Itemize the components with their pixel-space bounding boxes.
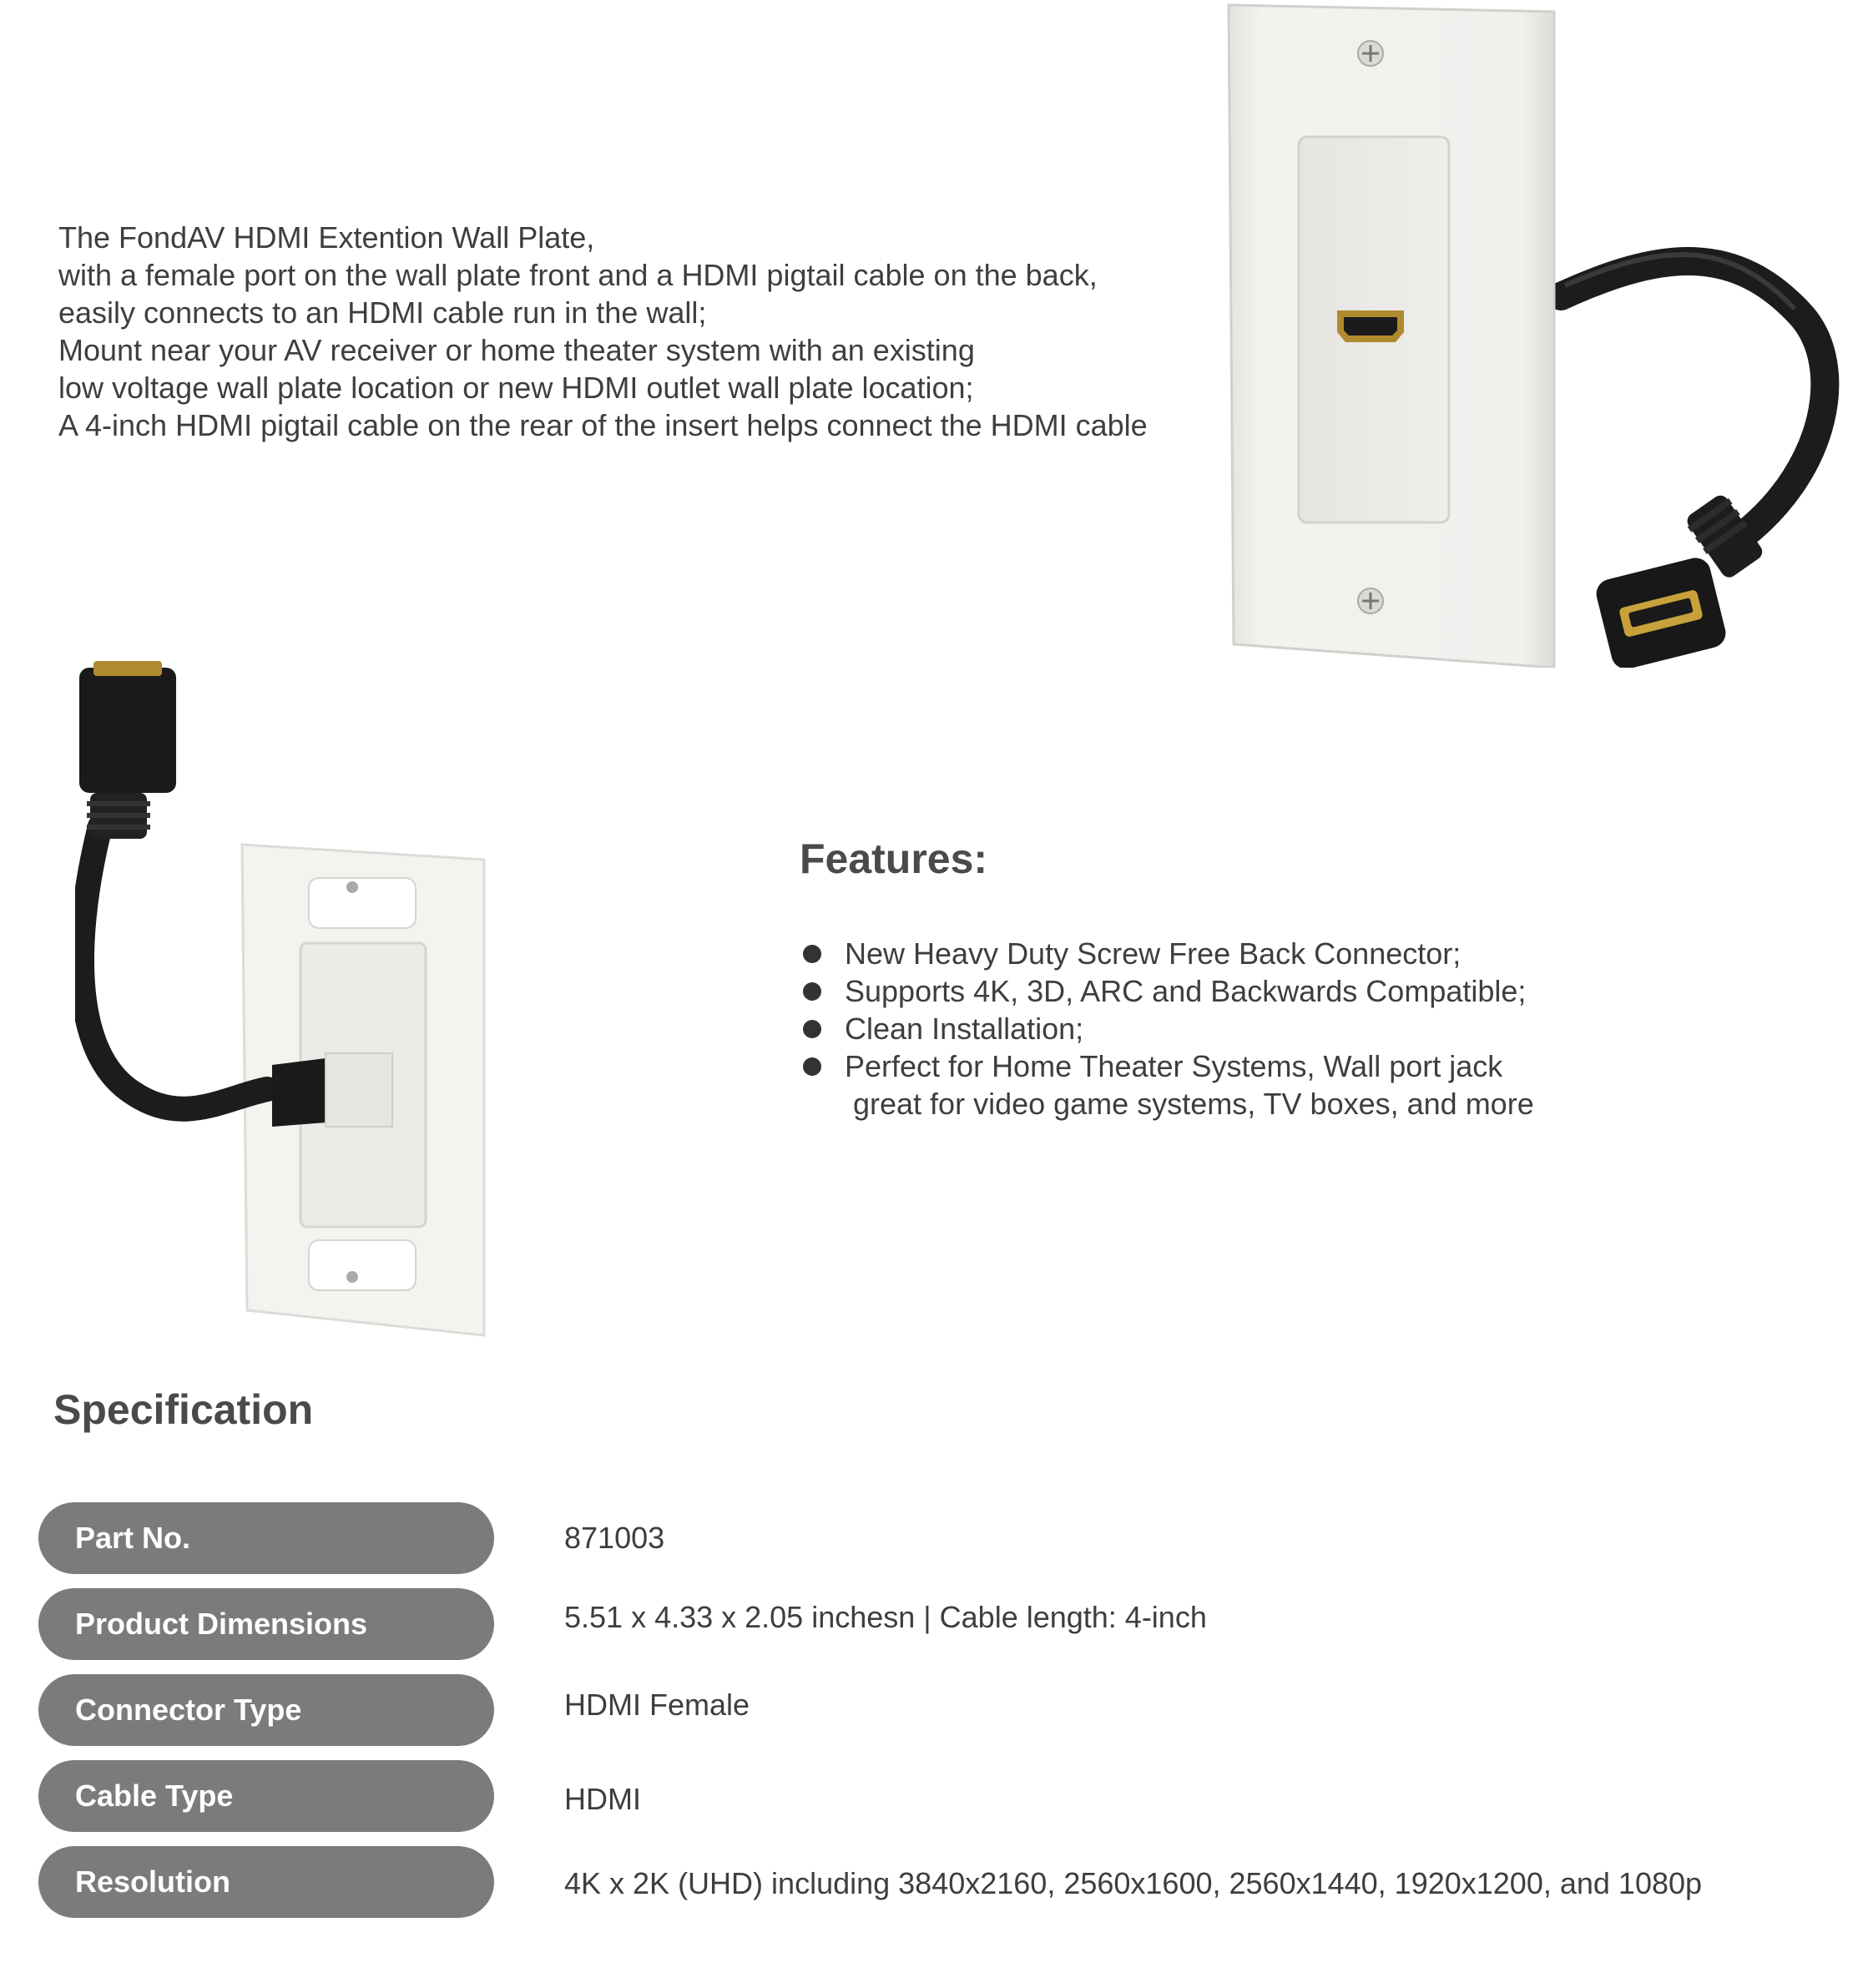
- spec-label: Part No.: [38, 1502, 494, 1574]
- intro-line: The FondAV HDMI Extention Wall Plate,: [58, 220, 595, 255]
- feature-item: [800, 972, 1534, 1010]
- spec-row: [38, 1502, 1833, 1574]
- bullet-icon: [803, 1020, 821, 1038]
- feature-item: [800, 1047, 1534, 1123]
- wall-plate-front-image: [1227, 0, 1845, 668]
- spec-row: [38, 1846, 1833, 1918]
- spec-label: Connector Type: [38, 1674, 494, 1746]
- intro-line: A 4-inch HDMI pigtail cable on the rear of the insert helps connect the HDMI cable: [58, 408, 1148, 442]
- feature-item: [800, 1010, 1534, 1047]
- feature-text: Supports 4K, 3D, ARC and Backwards Compatible;: [845, 974, 1527, 1008]
- intro-line: with a female port on the wall plate front and a HDMI pigtail cable on the back,: [58, 258, 1098, 292]
- spec-row: [38, 1588, 1833, 1660]
- spec-value: HDMI: [564, 1782, 641, 1816]
- feature-continuation: great for video game systems, TV boxes, and more: [853, 1087, 1534, 1121]
- features-list: [800, 935, 1534, 1123]
- bullet-icon: [803, 982, 821, 1001]
- spec-row: [38, 1674, 1833, 1746]
- bullet-icon: [803, 1057, 821, 1076]
- spec-value: 5.51 x 4.33 x 2.05 inchesn | Cable length: 4-inch: [564, 1600, 1207, 1634]
- feature-text: Clean Installation;: [845, 1012, 1084, 1046]
- spec-label: Product Dimensions: [38, 1588, 494, 1660]
- feature-text: Perfect for Home Theater Systems, Wall port jack: [845, 1049, 1503, 1083]
- feature-text: New Heavy Duty Screw Free Back Connector;: [845, 936, 1462, 971]
- intro-line: Mount near your AV receiver or home theater system with an existing: [58, 333, 975, 367]
- features-heading: Features:: [800, 835, 988, 882]
- feature-item: [800, 935, 1534, 972]
- spec-value: HDMI Female: [564, 1688, 750, 1722]
- specification-heading: Specification: [53, 1386, 314, 1433]
- intro-line: easily connects to an HDMI cable run in the wall;: [58, 295, 707, 330]
- bullet-icon: [803, 945, 821, 963]
- spec-value: 4K x 2K (UHD) including 3840x2160, 2560x1600, 2560x1440, 1920x1200, and 1080p: [564, 1866, 1703, 1900]
- wall-plate-back-image: [75, 659, 509, 1344]
- spec-label: Resolution: [38, 1846, 494, 1918]
- spec-label: Cable Type: [38, 1760, 494, 1832]
- intro-paragraph: [58, 219, 1148, 444]
- spec-value: 871003: [564, 1521, 665, 1555]
- spec-row: [38, 1760, 1833, 1832]
- intro-line: low voltage wall plate location or new HDMI outlet wall plate location;: [58, 371, 974, 405]
